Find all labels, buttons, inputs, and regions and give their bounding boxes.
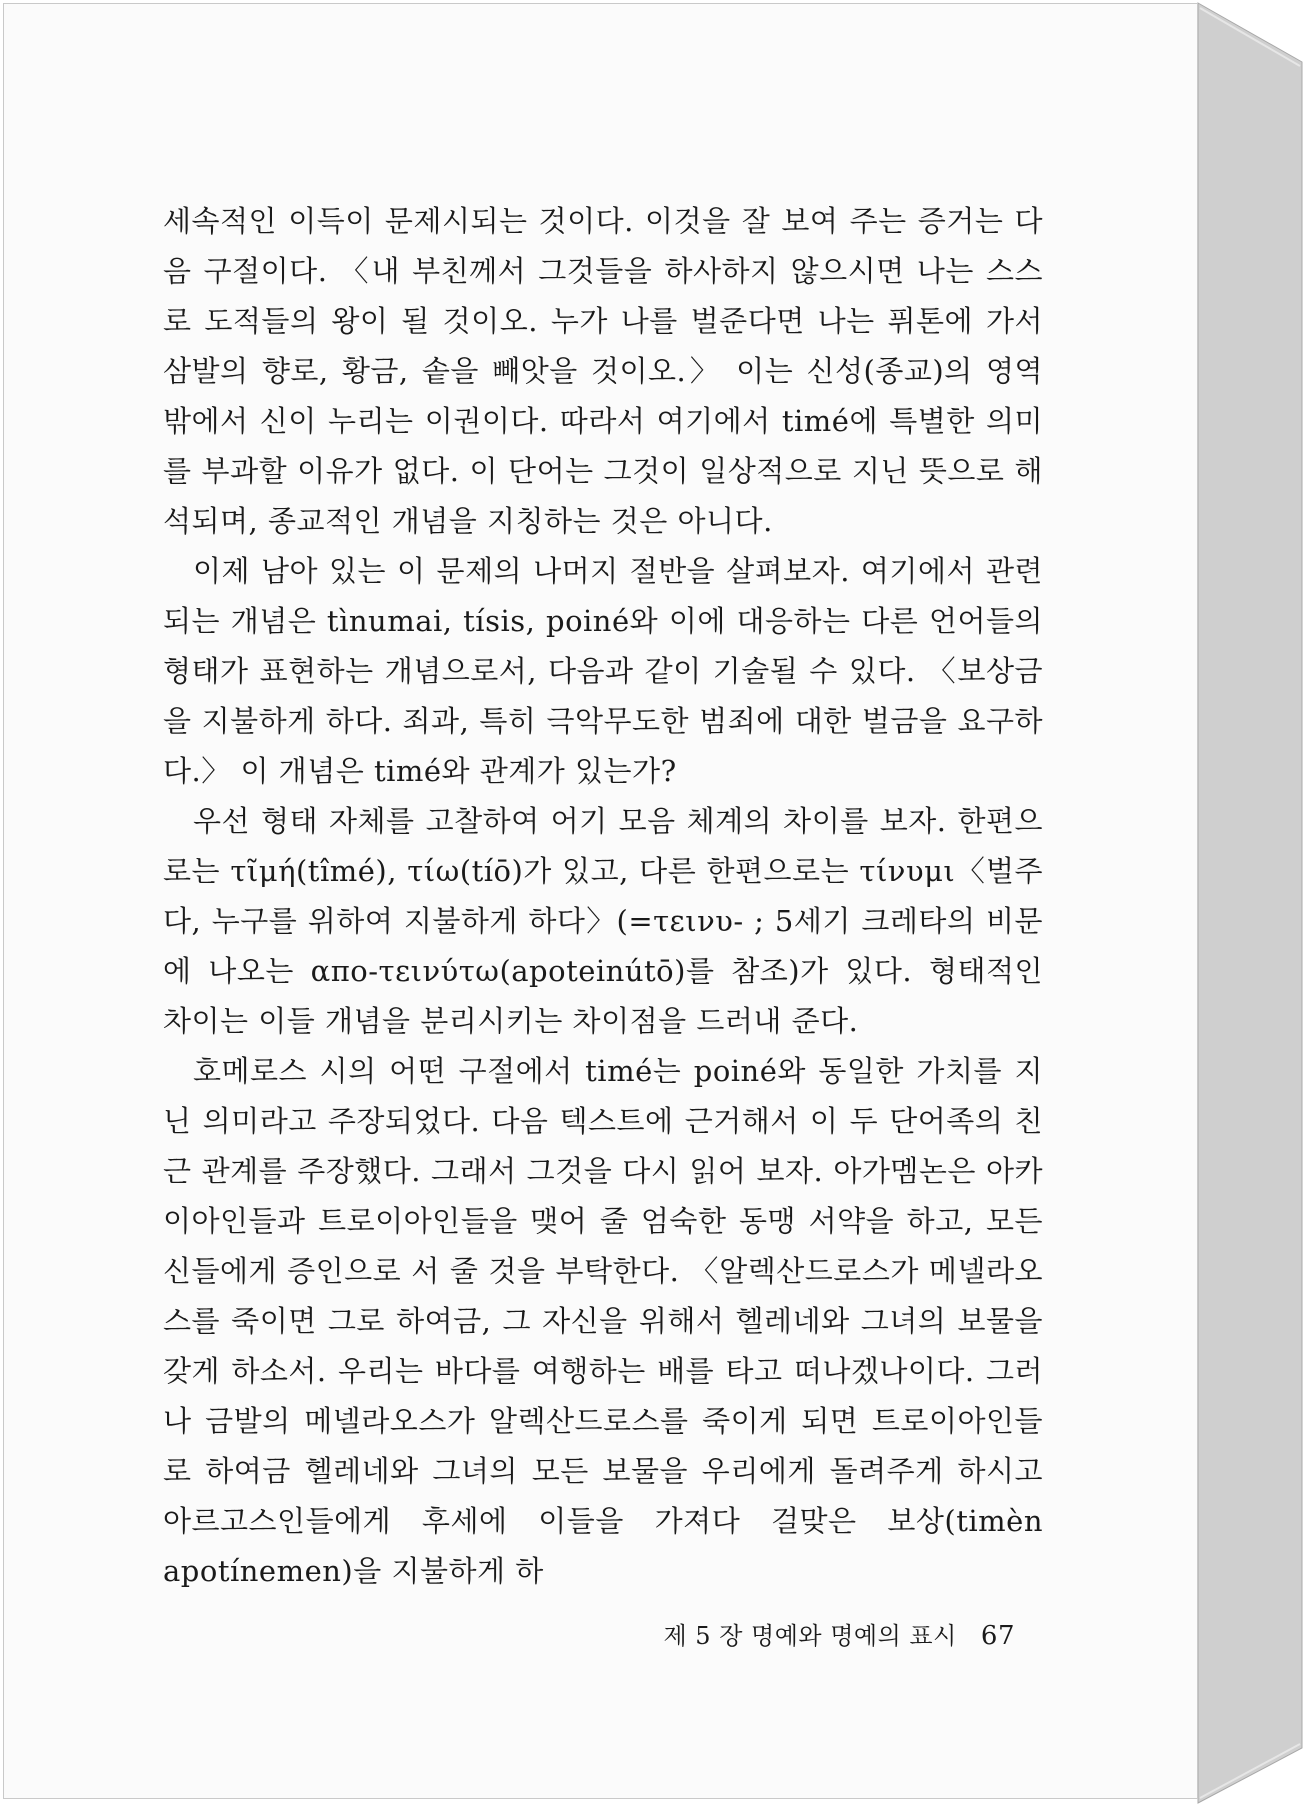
paragraph: 호메로스 시의 어떤 구절에서 timé는 poiné와 동일한 가치를 지닌 의미라고 주장되었다. 다음 텍스트에 근거해서 이 두 단어족의 친근 관계를 주장했다. 그래서 그것을 다시 읽어 보자. 아가멤논은 아카이아인들과 트로이아인들을 맺어 줄 엄숙한 동맹 서약을 하고, 모든 신들에게 증인으로 서 줄 것을 부탁한다. 〈알렉산드로스가 메넬라오스를 죽이면 그로 하여금, 그 자신을 위해서 헬레네와 그녀의 보물을 갖게 하소서. 우리는 바다를 여행하는 배를 타고 떠나겠나이다. 그러나 금발의 메넬라오스가 알렉산드로스를 죽이게 되면 트로이아인들로 하여금 헬레네와 그녀의 모든 보물을 우리에게 돌려주게 하시고 아르고스인들에게 후세에 이들을 가져다 걸맞은 보상(timèn apotínemen)을 지불하게 하	[163, 1054, 1043, 1588]
running-footer	[663, 1616, 1015, 1651]
body-text	[163, 196, 1043, 1596]
paragraph: 세속적인 이득이 문제시되는 것이다. 이것을 잘 보여 주는 증거는 다음 구절이다. 〈내 부친께서 그것들을 하사하지 않으시면 나는 스스로 도적들의 왕이 될 것이오. 누가 나를 벌준다면 나는 퓌톤에 가서 삼발의 향로, 황금, 솥을 빼앗을 것이오.〉 이는 신성(종교)의 영역 밖에서 신이 누리는 이권이다. 따라서 여기에서 timé에 특별한 의미를 부과할 이유가 없다. 이 단어는 그것이 일상적으로 지닌 뜻으로 해석되며, 종교적인 개념을 지칭하는 것은 아니다.	[163, 204, 1043, 538]
paragraph: 이제 남아 있는 이 문제의 나머지 절반을 살펴보자. 여기에서 관련되는 개념은 tìnumai, tísis, poiné와 이에 대응하는 다른 언어들의 형태가 표현하는 개념으로서, 다음과 같이 기술될 수 있다. 〈보상금을 지불하게 하다. 죄과, 특히 극악무도한 범죄에 대한 벌금을 요구하다.〉 이 개념은 timé와 관계가 있는가?	[163, 554, 1043, 788]
chapter-title: 명예와 명예의 표시	[751, 1622, 957, 1650]
page-number: 67	[980, 1621, 1015, 1651]
chapter-label: 제 5 장	[663, 1622, 743, 1650]
paragraph: 우선 형태 자체를 고찰하여 어기 모음 체계의 차이를 보자. 한편으로는 τῖμή(tîmé), τίω(tíō)가 있고, 다른 한편으로는 τίνυμι〈벌주다, 누구를 위하여 지불하게 하다〉(=τεινυ- ; 5세기 크레타의 비문에 나오는 απο-τεινύτω(apoteinútō)를 참조)가 있다. 형태적인 차이는 이들 개념을 분리시키는 차이점을 드러내 준다.	[163, 804, 1043, 1038]
